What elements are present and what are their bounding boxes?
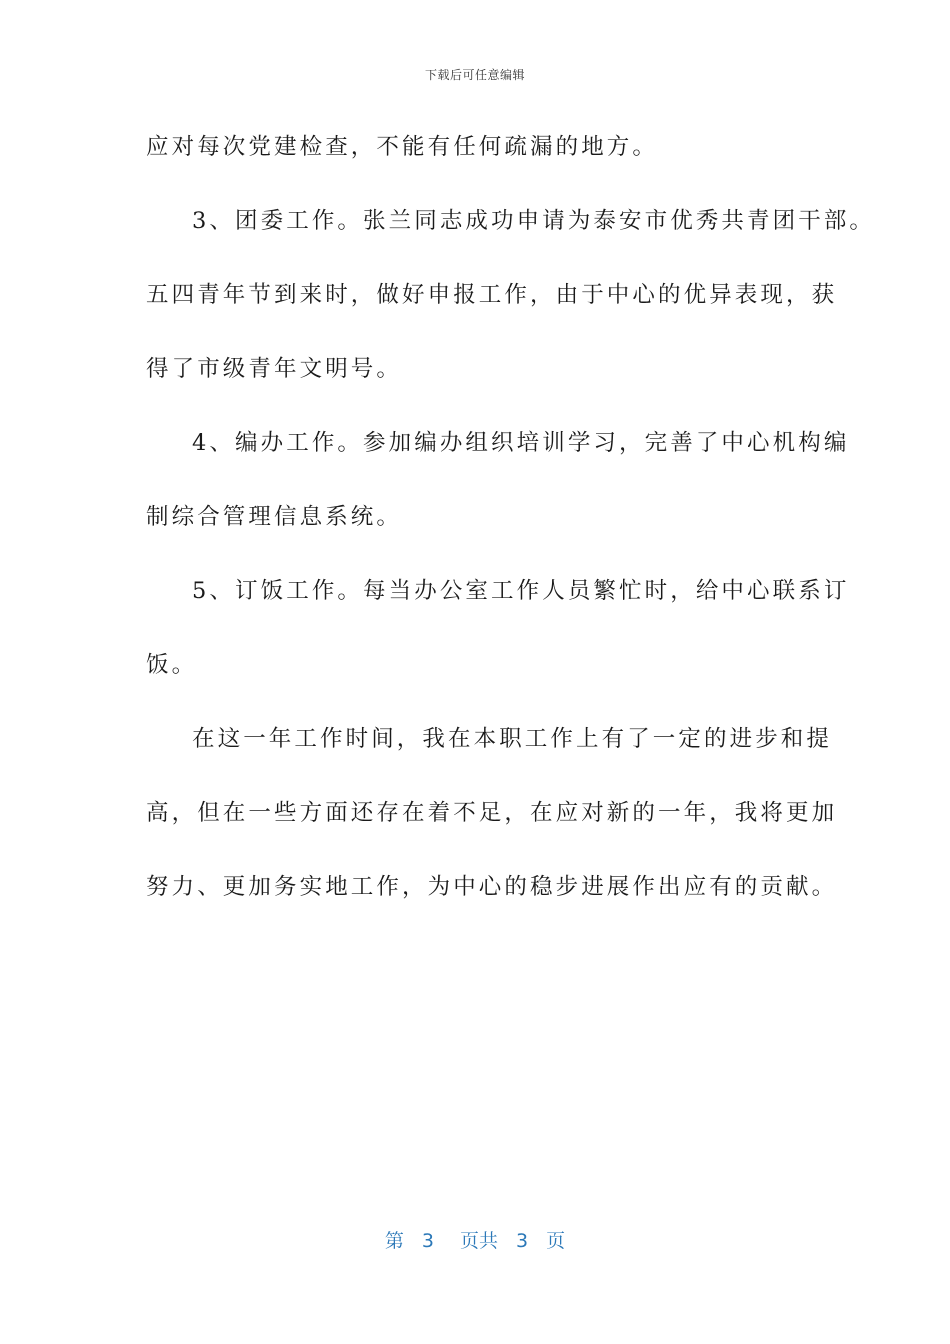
paragraph-line: 制综合管理信息系统。 (146, 504, 403, 530)
footer-middle: 页共 (459, 1230, 498, 1252)
page-number-footer (0, 1226, 950, 1253)
current-page-number: 3 (421, 1230, 434, 1252)
total-pages-number: 3 (516, 1230, 529, 1252)
paragraph-line: 饭。 (146, 652, 198, 678)
paragraph-line: 3、团委工作。张兰同志成功申请为泰安市优秀共青团干部。 (192, 208, 876, 234)
paragraph-line: 4、编办工作。参加编办组织培训学习，完善了中心机构编 (192, 430, 850, 456)
paragraph-line: 努力、更加务实地工作，为中心的稳步进展作出应有的贡献。 (146, 874, 838, 900)
paragraph-line: 高，但在一些方面还存在着不足，在应对新的一年，我将更加 (146, 800, 838, 826)
paragraph-line: 5、订饭工作。每当办公室工作人员繁忙时，给中心联系订 (192, 578, 850, 604)
paragraph-line: 在这一年工作时间，我在本职工作上有了一定的进步和提 (192, 726, 833, 752)
paragraph-line: 五四青年节到来时，做好申报工作，由于中心的优异表现，获 (146, 282, 838, 308)
footer-suffix: 页 (546, 1230, 566, 1252)
paragraph-line: 应对每次党建检查，不能有任何疏漏的地方。 (146, 134, 659, 160)
paragraph-line: 得了市级青年文明号。 (146, 356, 403, 382)
footer-prefix: 第 (384, 1230, 404, 1252)
header-note: 下载后可任意编辑 (424, 68, 525, 82)
body-text (146, 120, 876, 934)
